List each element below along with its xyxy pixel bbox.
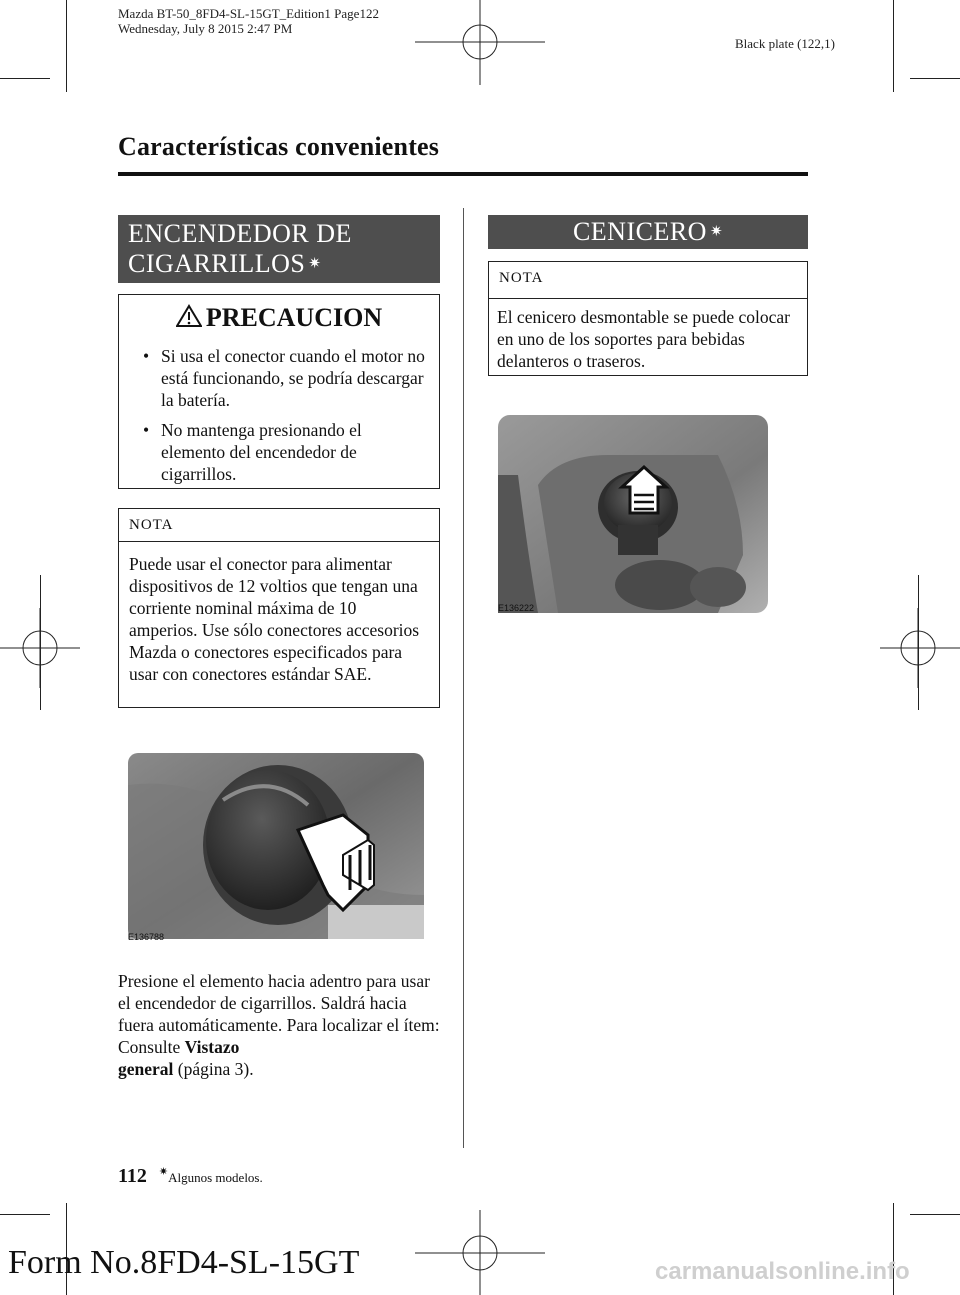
section-title-rule <box>118 172 808 176</box>
lighter-instructions-text: Presione el elemento hacia adentro para usar el encendedor de cigarrillos. Saldrá hacia fuera automáticamente. Para localizar el ítem: Consulte <box>118 971 440 1057</box>
registration-mark-top <box>415 0 545 90</box>
heading-line2: CIGARRILLOS <box>128 249 306 278</box>
registration-mark-left <box>0 608 80 688</box>
caution-list <box>141 345 425 485</box>
print-header <box>118 6 379 36</box>
print-header-line2: Wednesday, July 8 2015 2:47 PM <box>118 21 293 36</box>
page-number: 112 <box>118 1165 147 1187</box>
note-text: El cenicero desmontable se puede colocar en uno de los soportes para bebidas delanteros o traseros. <box>497 307 790 371</box>
form-number: Form No.8FD4-SL-15GT <box>8 1244 360 1281</box>
caution-title: PRECAUCION <box>205 303 383 332</box>
figure-code-ashtray: E136222 <box>498 603 535 613</box>
cigarette-lighter-figure <box>128 745 428 945</box>
page-footer <box>118 1165 263 1188</box>
caution-item: • No mantenga presionando el elemento del encendedor de cigarrillos. <box>141 419 425 485</box>
ashtray-heading <box>488 215 808 249</box>
heading-line1: ENCENDEDOR DE <box>128 219 352 248</box>
registration-mark-right <box>880 608 960 688</box>
print-header-line1: Mazda BT-50_8FD4-SL-15GT_Edition1 Page122 <box>118 6 379 21</box>
note-text: Puede usar el conector para alimentar dispositivos de 12 voltios que tengan una corriente nominal máxima de 10 amperios. Use sólo conectores accesorios Mazda o conectores especificados para usar con conectores estándar SAE. <box>129 554 420 684</box>
column-divider <box>463 208 464 1148</box>
caution-box <box>118 294 440 489</box>
watermark: carmanualsonline.info <box>655 1258 910 1285</box>
registration-mark-bottom <box>415 1205 545 1295</box>
ashtray-figure <box>498 415 768 613</box>
caution-item: • Si usa el conector cuando el motor no está funcionando, se podría descargar la batería. <box>141 345 425 411</box>
ashtray-heading-text: CENICERO <box>572 217 707 246</box>
model-star-icon: ✷ <box>158 1166 169 1178</box>
footnote: Algunos modelos. <box>168 1170 263 1185</box>
reference-link-part2: general <box>118 1059 174 1079</box>
plate-label: Black plate (122,1) <box>735 36 835 51</box>
note-title: NOTA <box>129 517 174 533</box>
warning-triangle-icon <box>176 304 202 328</box>
figure-code-lighter: E136788 <box>128 932 165 942</box>
section-title: Características convenientes <box>118 132 440 161</box>
caution-title-row <box>119 303 439 333</box>
model-star-icon: ✷ <box>308 256 322 272</box>
reference-link-part1: Vistazo <box>184 1037 240 1057</box>
cigarette-lighter-heading <box>118 215 440 283</box>
note-title: NOTA <box>499 270 544 286</box>
model-star-icon: ✷ <box>709 224 724 240</box>
note-box-ashtray <box>488 261 808 376</box>
reference-page: (página 3). <box>173 1059 254 1079</box>
lighter-instructions <box>118 970 443 1080</box>
note-box-lighter <box>118 508 440 708</box>
